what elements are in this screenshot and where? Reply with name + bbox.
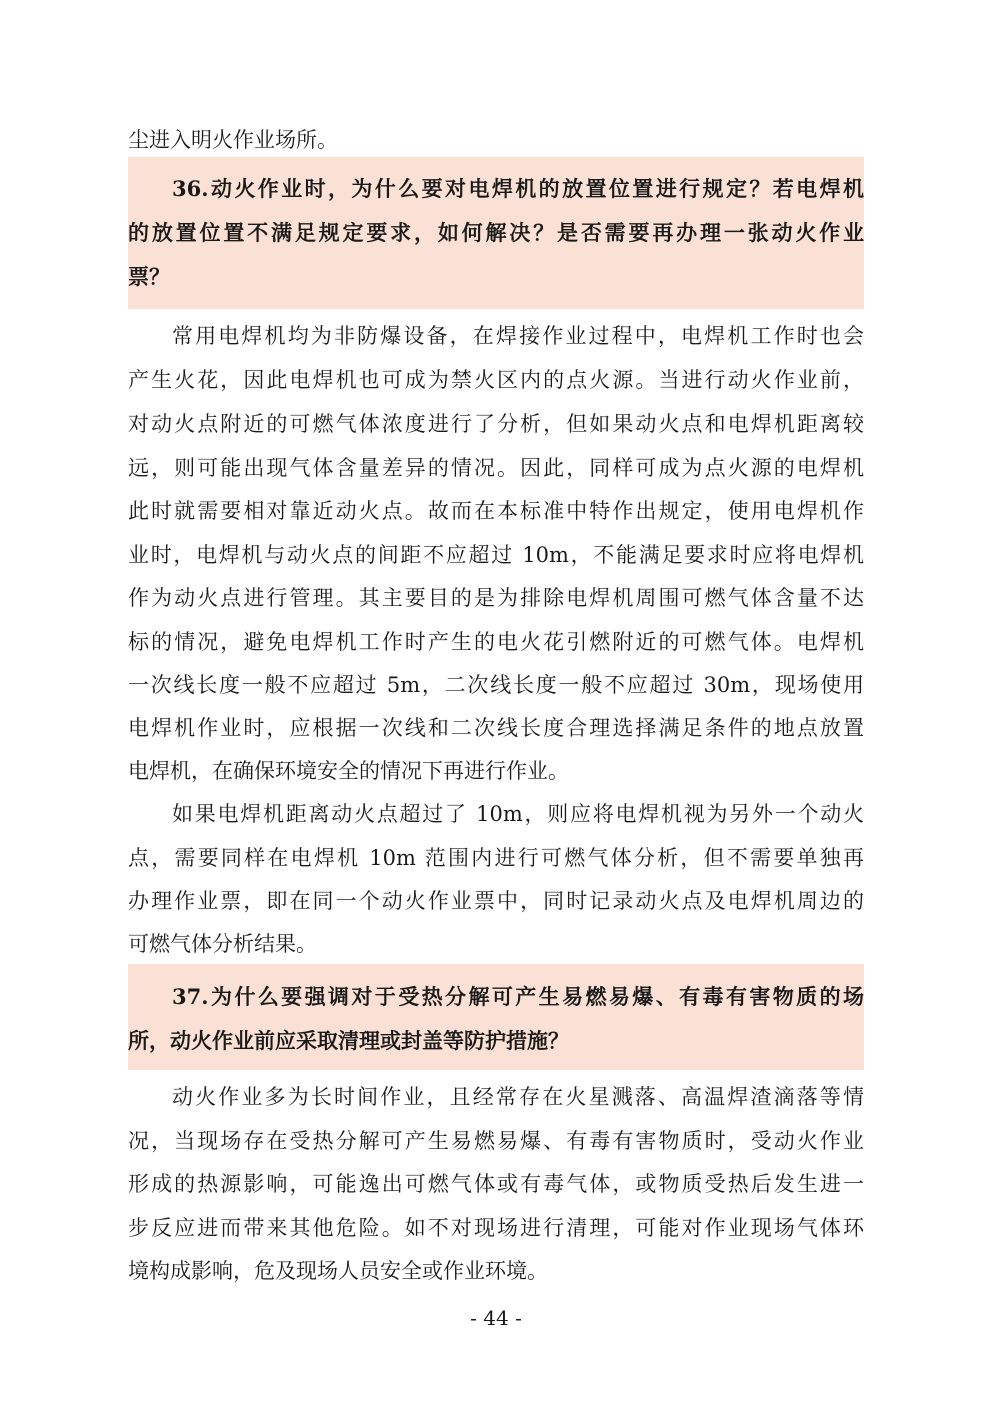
text-line: 业时，电焊机与动火点的间距不应超过 10m，不能满足要求时应将电焊机: [128, 543, 864, 567]
question-36-box: [128, 157, 864, 309]
text-line: 电焊机，在确保环境安全的情况下再进行作业。: [128, 759, 569, 783]
text-line: 动火作业多为长时间作业，且经常存在火星溅落、高温焊渣滴落等情: [172, 1085, 864, 1109]
text-line: 境构成影响，危及现场人员安全或作业环境。: [128, 1259, 548, 1283]
text-line: 如果电焊机距离动火点超过了 10m，则应将电焊机视为另外一个动火: [172, 802, 864, 826]
text-line: 标的情况，避免电焊机工作时产生的电火花引燃附近的可燃气体。电焊机: [128, 630, 864, 654]
text-line: 产生火花，因此电焊机也可成为禁火区内的点火源。当进行动火作业前，: [128, 368, 864, 392]
text-line: 办理作业票，即在同一个动火作业票中，同时记录动火点及电焊机周边的: [128, 889, 864, 913]
question-36-line: 票？: [128, 264, 170, 289]
text-line: 形成的热源影响，可能逸出可燃气体或有毒气体，或物质受热后发生进一: [128, 1172, 864, 1196]
text-line: 点，需要同样在电焊机 10m 范围内进行可燃气体分析，但不需要单独再: [128, 846, 864, 870]
text-line: 远，则可能出现气体含量差异的情况。因此，同样可成为点火源的电焊机: [128, 456, 864, 480]
question-37-line: 所，动火作业前应采取清理或封盖等防护措施？: [128, 1028, 569, 1053]
question-37-line: 37.为什么要强调对于受热分解可产生易燃易爆、有毒有害物质的场: [172, 984, 864, 1009]
text-line: 可燃气体分析结果。: [128, 932, 317, 956]
text-line: 作为动火点进行管理。其主要目的是为排除电焊机周围可燃气体含量不达: [128, 586, 864, 610]
page-number: - 44 -: [470, 1306, 522, 1330]
carryover-line: 尘进入明火作业场所。: [128, 128, 338, 152]
text-line: 步反应进而带来其他危险。如不对现场进行清理，可能对作业现场气体环: [128, 1216, 864, 1240]
question-37-box: [128, 964, 864, 1070]
question-36-line: 的放置位置不满足规定要求，如何解决？是否需要再办理一张动火作业: [128, 220, 864, 245]
text-line: 此时就需要相对靠近动火点。故而在本标准中特作出规定，使用电焊机作: [128, 499, 864, 523]
text-line: 常用电焊机均为非防爆设备，在焊接作业过程中，电焊机工作时也会: [172, 324, 864, 348]
text-line: 对动火点附近的可燃气体浓度进行了分析，但如果动火点和电焊机距离较: [128, 412, 864, 436]
text-line: 一次线长度一般不应超过 5m，二次线长度一般不应超过 30m，现场使用: [128, 673, 864, 697]
text-line: 况，当现场存在受热分解可产生易燃易爆、有毒有害物质时，受动火作业: [128, 1129, 864, 1153]
question-36-line: 36.动火作业时，为什么要对电焊机的放置位置进行规定？若电焊机: [172, 176, 864, 201]
text-line: 电焊机作业时，应根据一次线和二次线长度合理选择满足条件的地点放置: [128, 716, 864, 740]
